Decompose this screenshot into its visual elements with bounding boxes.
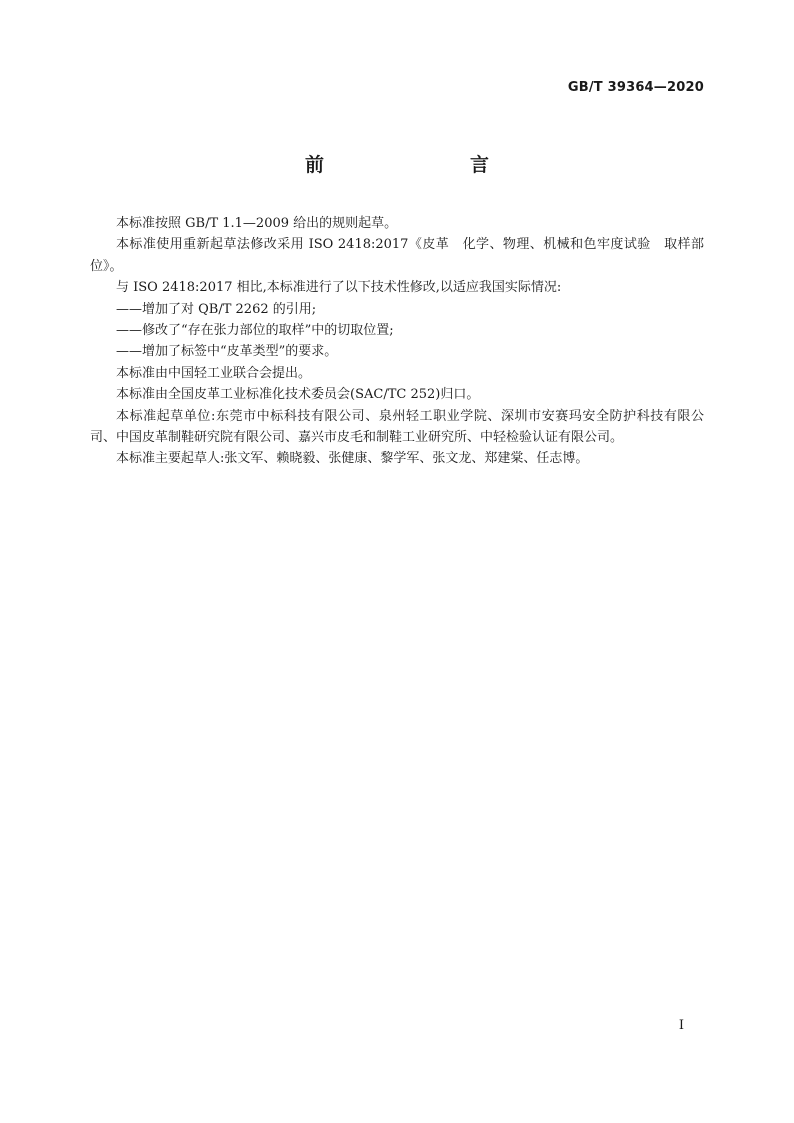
- paragraph-drafting-rules: 本标准按照 GB/T 1.1—2009 给出的规则起草。: [116, 216, 398, 231]
- paragraph-adoption: 本标准使用重新起草法修改采用 ISO 2418:2017《皮革 化学、物理、机械和色牢度试验 取样部位》。: [90, 237, 704, 274]
- page-title: 前 言: [304, 154, 525, 176]
- paragraph-proposer: 本标准由中国轻工业联合会提出。: [116, 365, 312, 381]
- list-item-modification: ——增加了对 QB/T 2262 的引用;: [116, 301, 317, 317]
- paragraph-committee: 本标准由全国皮革工业标准化技术委员会(SAC/TC 252)归口。: [116, 387, 480, 403]
- paragraph-drafters: 本标准主要起草人:张文军、赖晓毅、张健康、黎学军、张文龙、郑建棠、任志博。: [116, 451, 589, 467]
- paragraph-drafting-units: 本标准起草单位:东莞市中标科技有限公司、泉州轻工职业学院、深圳市安赛玛安全防护科技有限公司、中国皮革制鞋研究院有限公司、嘉兴市皮毛和制鞋工业研究所、中轻检验认证有限公司。: [90, 408, 704, 446]
- foreword-body: [90, 213, 704, 470]
- page-number: I: [678, 1018, 684, 1033]
- list-item-modification: ——修改了“存在张力部位的取样”中的切取位置;: [116, 323, 394, 339]
- list-item-modification: ——增加了标签中“皮革类型”的要求。: [116, 344, 338, 360]
- standard-code: GB/T 39364—2020: [567, 80, 704, 95]
- paragraph-modifications-intro: 与 ISO 2418:2017 相比,本标准进行了以下技术性修改,以适应我国实际情况:: [116, 280, 562, 296]
